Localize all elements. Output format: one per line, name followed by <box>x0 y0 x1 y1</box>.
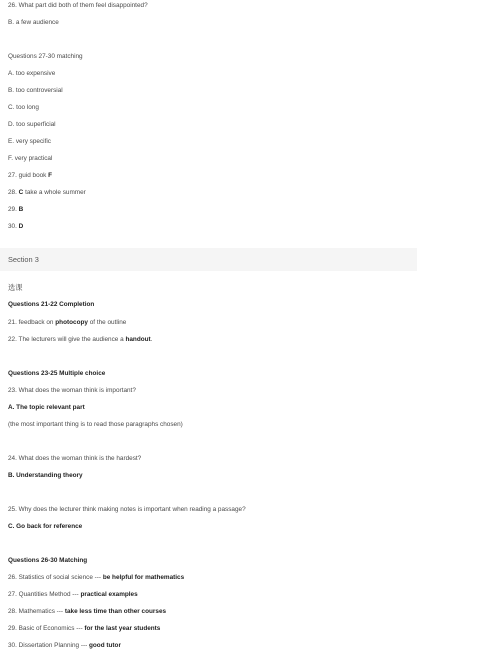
option-b: B. too controversial <box>8 87 63 94</box>
question-23: 23. What does the woman think is important? <box>8 387 136 394</box>
question-25: 25. Why does the lecturer think making notes is important when reading a passage? <box>8 506 246 513</box>
matching-heading-27-30: Questions 27-30 matching <box>8 53 83 60</box>
matching-item-26: 26. Statistics of social science --- be helpful for mathematics <box>8 574 185 581</box>
answer-27: 27. guid book F <box>8 172 53 179</box>
section-topic: 选课 <box>8 283 23 292</box>
answer-30: 30. D <box>8 223 24 230</box>
matching-item-27: 27. Quantities Method --- practical examples <box>8 591 138 598</box>
option-c: C. too long <box>8 104 39 111</box>
question-23-note: (the most important thing is to read those paragraphs chosen) <box>8 421 183 428</box>
matching-item-28: 28. Mathematics --- take less time than other courses <box>8 608 167 615</box>
section-3-header <box>0 248 417 271</box>
option-a: A. too expensive <box>8 70 56 77</box>
question-24-answer: B. Understanding theory <box>8 472 83 479</box>
matching-item-30: 30. Dissertation Planning --- good tutor <box>8 642 121 649</box>
multiple-choice-heading: Questions 23-25 Multiple choice <box>8 370 106 377</box>
question-26: 26. What part did both of them feel disappointed? <box>8 2 148 9</box>
matching-heading-26-30: Questions 26-30 Matching <box>8 557 88 564</box>
section-3-title: Section 3 <box>8 255 39 264</box>
option-d: D. too superficial <box>8 121 56 128</box>
option-e: E. very specific <box>8 138 51 145</box>
answer-28: 28. C take a whole summer <box>8 189 86 196</box>
question-24: 24. What does the woman think is the hardest? <box>8 455 142 462</box>
question-21: 21. feedback on photocopy of the outline <box>8 319 127 326</box>
answer-29: 29. B <box>8 206 24 213</box>
question-22: 22. The lecturers will give the audience a handout. <box>8 336 153 343</box>
question-23-answer: A. The topic relevant part <box>8 404 85 411</box>
question-26-answer: B. a few audience <box>8 19 59 26</box>
completion-heading: Questions 21-22 Completion <box>8 301 95 308</box>
option-f: F. very practical <box>8 155 53 162</box>
matching-item-29: 29. Basic of Economics --- for the last year students <box>8 625 161 632</box>
question-25-answer: C. Go back for reference <box>8 523 83 530</box>
